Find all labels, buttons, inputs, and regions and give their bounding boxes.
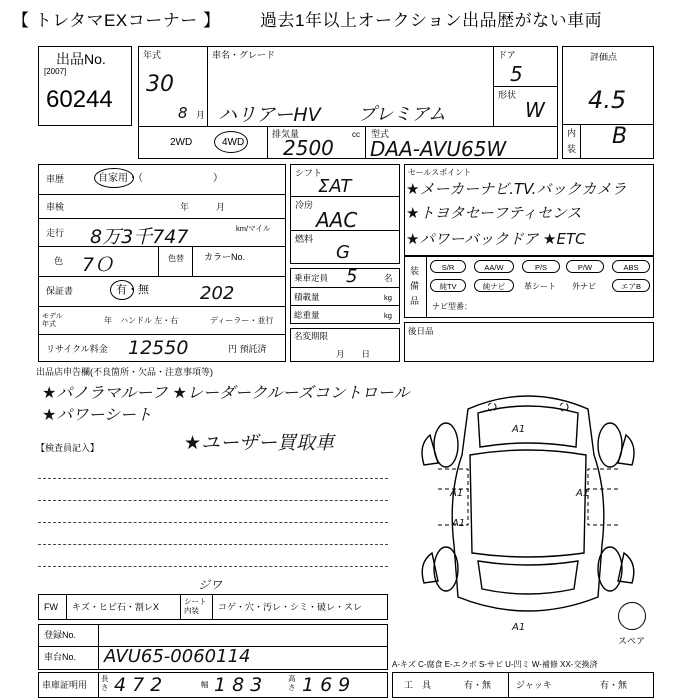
divider — [192, 246, 193, 276]
name-label: 車名・グレード — [212, 50, 276, 60]
reg-label: 登録No. — [44, 630, 77, 640]
jack-options: 有・無 — [600, 680, 628, 690]
displacement-label: 排気量 — [272, 129, 300, 139]
sticker-value: ジワ — [198, 578, 223, 592]
fw-label: FW — [44, 602, 58, 612]
history-options: 自家用・（ ） — [98, 173, 223, 184]
equipment-chip: 純ナビ — [474, 279, 514, 292]
year-label: 年式 — [143, 50, 162, 60]
sales-point-line-2: ★トヨタセーフティセンス — [406, 204, 582, 222]
sales-points-label: セールスポイント — [408, 168, 472, 177]
history-circle — [94, 168, 134, 188]
remark-line-1: ★パノラマルーフ ★レーダークルーズコントロール — [42, 383, 410, 402]
color-label: 色 — [54, 256, 64, 266]
ac-label: 冷房 — [295, 200, 314, 210]
divider — [290, 305, 400, 306]
door-value: 5 — [510, 62, 523, 86]
damage-mark: A1 — [512, 622, 526, 633]
divider — [207, 46, 208, 126]
divider — [158, 246, 159, 276]
equipment-chip: P/W — [566, 260, 604, 273]
lot-label: 出品No. — [56, 51, 106, 67]
divider — [38, 218, 286, 219]
sales-point-line-1: ★メーカーナビ.TV.バックカメラ — [406, 180, 627, 198]
width-label: 幅 — [201, 680, 209, 689]
shift-value: ΣAT — [318, 176, 352, 197]
divider — [426, 256, 427, 318]
capacity-value: 5 — [346, 266, 358, 287]
car-diagram — [408, 385, 648, 645]
divider — [562, 124, 654, 125]
score-label: 評価点 — [590, 52, 618, 62]
chassis-value: AVU65-0060114 — [104, 646, 251, 667]
divider — [267, 126, 268, 159]
equipment-chip: S/R — [430, 260, 466, 273]
corner-tag: 【 トレタマEXコーナー 】 — [12, 11, 221, 30]
divider — [98, 672, 99, 698]
tools-options: 有・無 — [464, 680, 492, 690]
displacement-unit: cc — [352, 130, 360, 139]
after-parts-label: 後日品 — [408, 326, 434, 336]
dealer-label: ディーラー・並行 — [210, 316, 274, 325]
remarks-label: 出品店申告欄(不良箇所・欠品・注意事項等) — [36, 367, 213, 377]
color-value: 7Ｏ — [82, 254, 114, 276]
inspection-label: 車検 — [46, 202, 65, 212]
length-label: 長さ — [101, 674, 109, 692]
warranty-circle — [110, 280, 134, 300]
ruled-line — [38, 544, 388, 545]
divider — [580, 124, 581, 159]
drive-2wd: 2WD — [170, 137, 193, 148]
equipment-chip: 純TV — [430, 279, 466, 292]
cert-label: 車庫証明用 — [42, 680, 88, 690]
divider — [365, 126, 366, 159]
capacity-label: 乗車定員 — [294, 273, 329, 283]
handle-label: ハンドル 左・右 — [120, 316, 179, 325]
seat-text: コゲ・穴・汚レ・シミ・破レ・スレ — [218, 602, 363, 612]
divider — [508, 672, 509, 698]
name-value: ハリアーHV — [218, 104, 321, 126]
equipment-chip: エアB — [612, 279, 650, 292]
damage-mark: A1 — [576, 488, 590, 499]
damage-mark: A1 — [450, 488, 464, 499]
divider — [493, 86, 558, 87]
recycle-unit: 円 預託済 — [228, 344, 267, 354]
name-change-label: 名変期限 — [294, 331, 329, 341]
ruled-line — [38, 478, 388, 479]
inspection-units: 年 月 — [180, 202, 226, 212]
year-value: 30 — [146, 72, 174, 97]
equipment-item: 外ナビ — [572, 282, 596, 291]
divider — [180, 594, 181, 620]
name-change-units: 月 日 — [336, 349, 371, 359]
divider — [138, 126, 558, 127]
equipment-chip: P/S — [522, 260, 560, 273]
divider — [212, 594, 213, 620]
tools-label: 工 具 — [404, 680, 432, 690]
drive-4wd: 4WD — [222, 137, 245, 148]
divider — [38, 306, 286, 307]
lot-number: 60244 — [46, 86, 113, 113]
model-label: 型式 — [371, 129, 390, 139]
height-label: 高さ — [288, 674, 296, 692]
interior-label-1: 内 — [567, 128, 577, 138]
grade-value: プレミアム — [358, 104, 447, 125]
score-value: 4.5 — [588, 86, 627, 114]
damage-legend: A-キズ C-腐食 E-エクボ S-サビ U-凹ミ W-補修 XX-交換済 — [392, 660, 598, 669]
sales-point-line-3: ★パワーバックドア ★ETC — [406, 230, 586, 248]
divider — [38, 334, 286, 335]
length-value: 472 — [114, 674, 169, 696]
model-year-unit: 年 — [104, 316, 112, 325]
equipment-chip: ABS — [612, 260, 650, 273]
damage-mark: A1 — [452, 518, 466, 529]
drive-4wd-circle — [214, 131, 248, 153]
equipment-chip: AA/W — [474, 260, 514, 273]
width-value: 183 — [214, 674, 269, 696]
interior-label-2: 装 — [567, 144, 577, 154]
month-unit: 月 — [196, 110, 206, 120]
load-unit: kg — [384, 293, 392, 302]
shift-label: シフト — [295, 168, 323, 178]
inspector-label: 【検査員記入】 — [36, 443, 100, 453]
year-stamp: [2007] — [44, 67, 67, 76]
equipment-item: 革シート — [524, 282, 556, 291]
fuel-label: 燃料 — [295, 234, 314, 244]
spare-label: スペア — [618, 636, 646, 646]
chassis-label: 車台No. — [44, 652, 77, 662]
door-label: ドア — [498, 50, 516, 60]
gross-label: 総重量 — [294, 310, 320, 320]
interior-value: B — [612, 124, 628, 149]
fuel-value: G — [336, 242, 350, 263]
seat-label: シート内装 — [184, 597, 207, 615]
warranty-options: 有・無 — [116, 284, 149, 296]
color-no-label: カラーNo. — [204, 252, 246, 262]
inspector-note: ★ユーザー買取車 — [184, 432, 335, 454]
recycle-label: リサイクル料金 — [46, 344, 108, 354]
remark-line-2: ★パワーシート — [42, 405, 153, 424]
recycle-value: 12550 — [128, 337, 189, 359]
damage-mark: A1 — [512, 424, 526, 435]
divider — [66, 594, 67, 620]
capacity-unit: 名 — [384, 273, 393, 283]
ruled-line — [38, 522, 388, 523]
model-value: DAA-AVU65W — [370, 137, 507, 161]
warranty-label: 保証書 — [46, 286, 74, 296]
navi-label: ナビ型番： — [432, 302, 472, 311]
equipment-label-2: 備 — [410, 281, 420, 291]
history-label: 車歴 — [46, 174, 65, 184]
jack-label: ジャッキ — [516, 680, 552, 690]
equipment-label-1: 装 — [410, 266, 420, 276]
ruled-line — [38, 500, 388, 501]
month-value: 8 — [178, 104, 188, 122]
mileage-label: 走行 — [46, 228, 65, 238]
color-change-label: 色替 — [168, 254, 184, 263]
ruled-line — [38, 566, 388, 567]
model-year-label: モデル年式 — [42, 313, 63, 328]
divider — [290, 287, 400, 288]
ac-value: AAC — [316, 208, 358, 232]
fw-text: キズ・ヒビ石・割レX — [72, 602, 159, 612]
displacement-value: 2500 — [283, 136, 334, 160]
shape-label: 形状 — [498, 90, 517, 100]
header-notice: 過去1年以上オークション出品歴がない車両 — [260, 11, 603, 30]
divider — [98, 624, 99, 670]
gross-unit: kg — [384, 311, 392, 320]
spare-tire-circle — [618, 602, 646, 630]
equipment-label-3: 品 — [410, 296, 420, 306]
divider — [38, 276, 286, 277]
shape-value: W — [525, 98, 545, 122]
mileage-unit: km/マイル — [236, 224, 271, 233]
divider — [38, 194, 286, 195]
color-no-value: 202 — [200, 283, 235, 304]
after-parts-block — [404, 322, 654, 362]
height-value: 169 — [302, 674, 357, 696]
mileage-value: 8万3千747 — [90, 226, 189, 248]
load-label: 積載量 — [294, 292, 320, 302]
